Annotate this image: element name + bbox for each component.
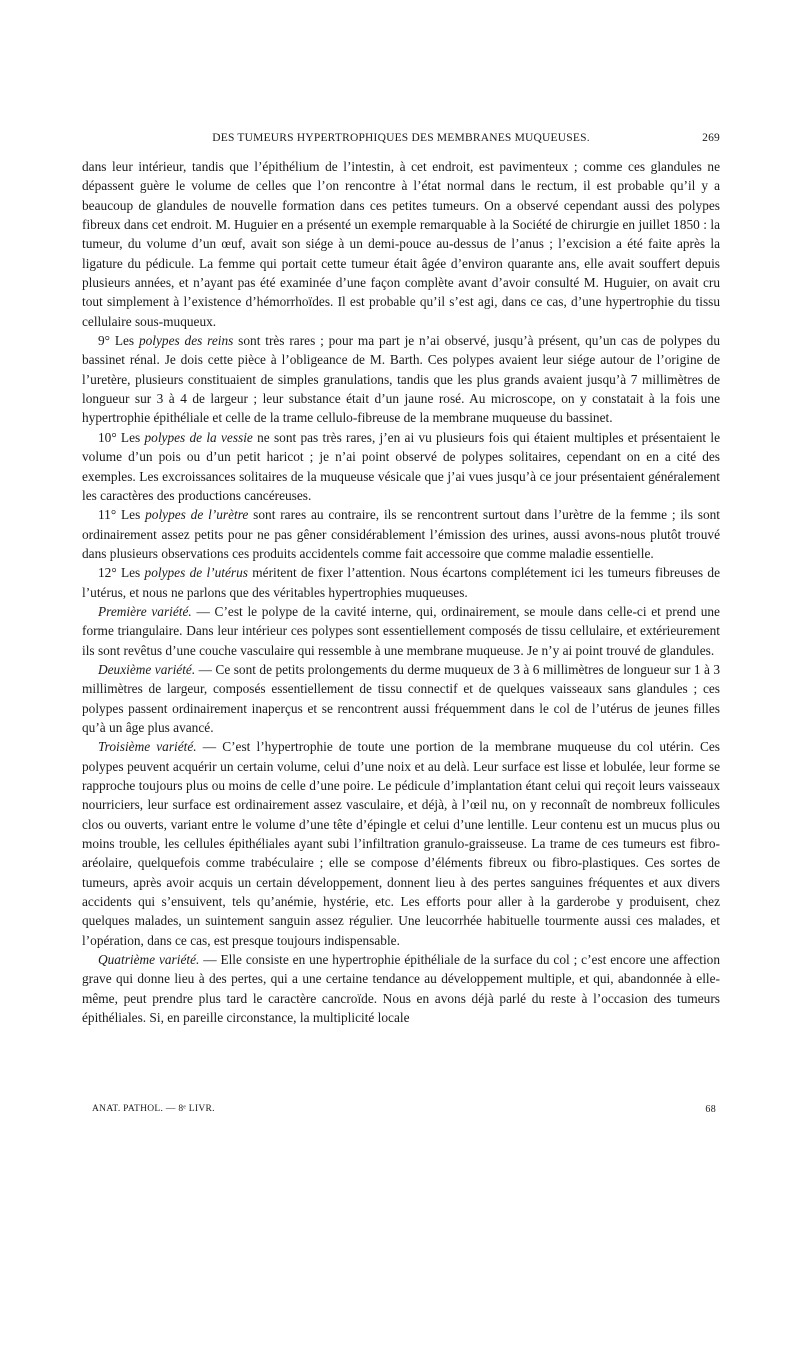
paragraph-vessie: 10° Les polypes de la vessie ne sont pas très rares, j’en ai vu plusieurs fois qui étaient multiples et présentaient le volume d’un pois ou d’un petit haricot ; je n’ai point observé de polypes solitaires, cependant on en a cité des exemples. Les excroissances solitaires de la muqueuse vésicale que j’ai vues jusqu’à ce jour présentaient généralement les caractères des productions cancéreuses.	[82, 429, 721, 503]
section-term: polypes des reins	[138, 333, 234, 349]
page-number: 269	[702, 132, 720, 144]
variety-heading: Quatrième variété.	[98, 952, 200, 968]
printer-signature: ANAT. PATHOL. — 8ᵉ LIVR.	[92, 1104, 215, 1114]
paragraph-reins: 9° Les polypes des reins sont très rares ; pour ma part je n’ai observé, jusqu’à présent, qu’un cas de polypes du bassinet rénal. Je dois cette pièce à l’obligeance de M. Barth. Ces polypes avaient leur siége autour de l’origine de l’uretère, plusieurs constituaient de simples granulations, tandis que les plus grands avaient jusqu’à 7 millimètres de longueur sur 3 à 4 de largeur ; leur substance était d’un jaune rosé. Au microscope, on y constatait à la fois une hypertrophie épithéliale et celle de la trame cellulo-fibreuse de la membrane muqueuse du bassinet.	[82, 333, 721, 426]
running-header	[82, 132, 720, 148]
paragraph-troisieme-variete: Troisième variété. — C’est l’hypertrophie de toute une portion de la membrane muqueuse du col utérin. Ces polypes peuvent acquérir un certain volume, celui d’une noix et au delà. Leur surface est lisse et lobulée, leur forme se rapproche toujours plus ou moins de celle d’une poire. Le pédicule d’implantation étant celui qui reçoit leurs vaisseaux nourriciers, leur surface est ordinairement assez vasculaire, et déjà, à l’œil nu, on y reconnaît de nombreux follicules clos ou ouverts, variant entre le volume d’une tête d’épingle et celui d’une lentille. Leur contenu est un mucus plus ou moins trouble, les cellules épithéliales ayant subi l’infiltration granulo-graisseuse. La trame de ces tumeurs est fibro-aréolaire, quelquefois comme trabéculaire ; elle se compose d’éléments fibreux ou fibro-plastiques. Ces sortes de tumeurs, après avoir acquis un certain développement, donnent lieu à des pertes sanguines fréquentes et aux divers accidents qui s’ensuivent, tels qu’anémie, hystérie, etc. Les efforts pour aller à la garderobe y produisent, chez quelques malades, un suintement sanguin assez régulier. Une leucorrhée habituelle tourmente aussi ces malades, et l’opération, dans ce cas, est presque toujours indispensable.	[82, 739, 720, 948]
running-title: DES TUMEURS HYPERTROPHIQUES DES MEMBRANES MUQUEUSES.	[212, 132, 590, 144]
paragraph-uterus: 12° Les polypes de l’utérus méritent de fixer l’attention. Nous écartons complétement ici les tumeurs fibreuses de l’utérus, et nous ne parlons que des véritables hypertrophies muqueuses.	[82, 565, 720, 600]
paragraph-deuxieme-variete: Deuxième variété. — Ce sont de petits prolongements du derme muqueux de 3 à 6 millimètres de longueur sur 1 à 3 millimètres de largeur, composés essentiellement de tissu connectif et de quelques vaisseaux sans glandules ; ces polypes passent ordinairement inaperçus et se rencontrent aussi fréquemment dans le col de l’utérus de jeunes filles qu’à un âge plus avancé.	[82, 661, 721, 735]
section-term: polypes de l’urètre	[145, 507, 249, 523]
variety-heading: Deuxième variété.	[98, 661, 196, 677]
paragraph-uretre: 11° Les polypes de l’urètre sont rares au contraire, ils se rencontrent surtout dans l’urètre de la femme ; ils sont ordinairement assez petits pour ne pas gêner considérablement l’émission des urines, aussi avons-nous plutôt trouvé dans plusieurs observations ces produits accidentels comme fait accessoire que comme maladie essentielle.	[82, 507, 721, 561]
body-text	[82, 157, 720, 1027]
variety-heading: Première variété.	[98, 603, 192, 619]
page-footer	[82, 1104, 720, 1118]
sheet-number: 68	[705, 1104, 716, 1115]
variety-heading: Troisième variété.	[98, 739, 197, 755]
paragraph-premiere-variete: Première variété. — C’est le polype de la cavité interne, qui, ordinairement, se moule dans celle-ci et prend une forme triangulaire. Dans leur intérieur ces polypes sont essentiellement composés de tissu cellulaire, et extérieurement ils sont revêtus d’une couche vasculaire qui ressemble à une membrane muqueuse. Je n’y ai point trouvé de glandules.	[82, 603, 720, 658]
section-term: polypes de la vessie	[144, 429, 253, 445]
paragraph-continuation: dans leur intérieur, tandis que l’épithélium de l’intestin, à cet endroit, est pavimenteux ; comme ces glandules ne dépassent guère le volume de celles que l’on rencontre à l’état normal dans le rectum, il est probable qu’il y a beaucoup de glandules de nouvelle formation dans ces petites tumeurs. On a observé cependant aussi des polypes fibreux dans cet endroit. M. Huguier en a présenté un exemple remarquable à la Société de chirurgie en juillet 1850 : la tumeur, du volume d’un œuf, avait son siége à un demi-pouce au-dessus de l’anus ; l’excision a été faite après la ligature du pédicule. La femme qui portait cette tumeur était âgée d’environ quarante ans, elle avait souffert depuis plusieurs années, et n’ayant pas été examinée d’une façon complète avant d’avoir consulté M. Huguier, on avait cru tout simplement à l’existence d’hémorrhoïdes. Il est probable qu’il s’est agi, dans ce cas, d’une hypertrophie du tissu cellulaire sous-muqueux.	[82, 159, 720, 329]
section-term: polypes de l’utérus	[144, 565, 248, 581]
paragraph-quatrieme-variete: Quatrième variété. — Elle consiste en une hypertrophie épithéliale de la surface du col ; c’est encore une affection grave qui donne lieu à des pertes, qui a une certaine tendance au développement multiple, et qui, abandonnée à elle-même, peut prendre plus tard le caractère cancroïde. Nous en avons déjà parlé du reste à l’occasion des tumeurs épithéliales. Si, en pareille circonstance, la multiplicité locale	[82, 952, 721, 1026]
